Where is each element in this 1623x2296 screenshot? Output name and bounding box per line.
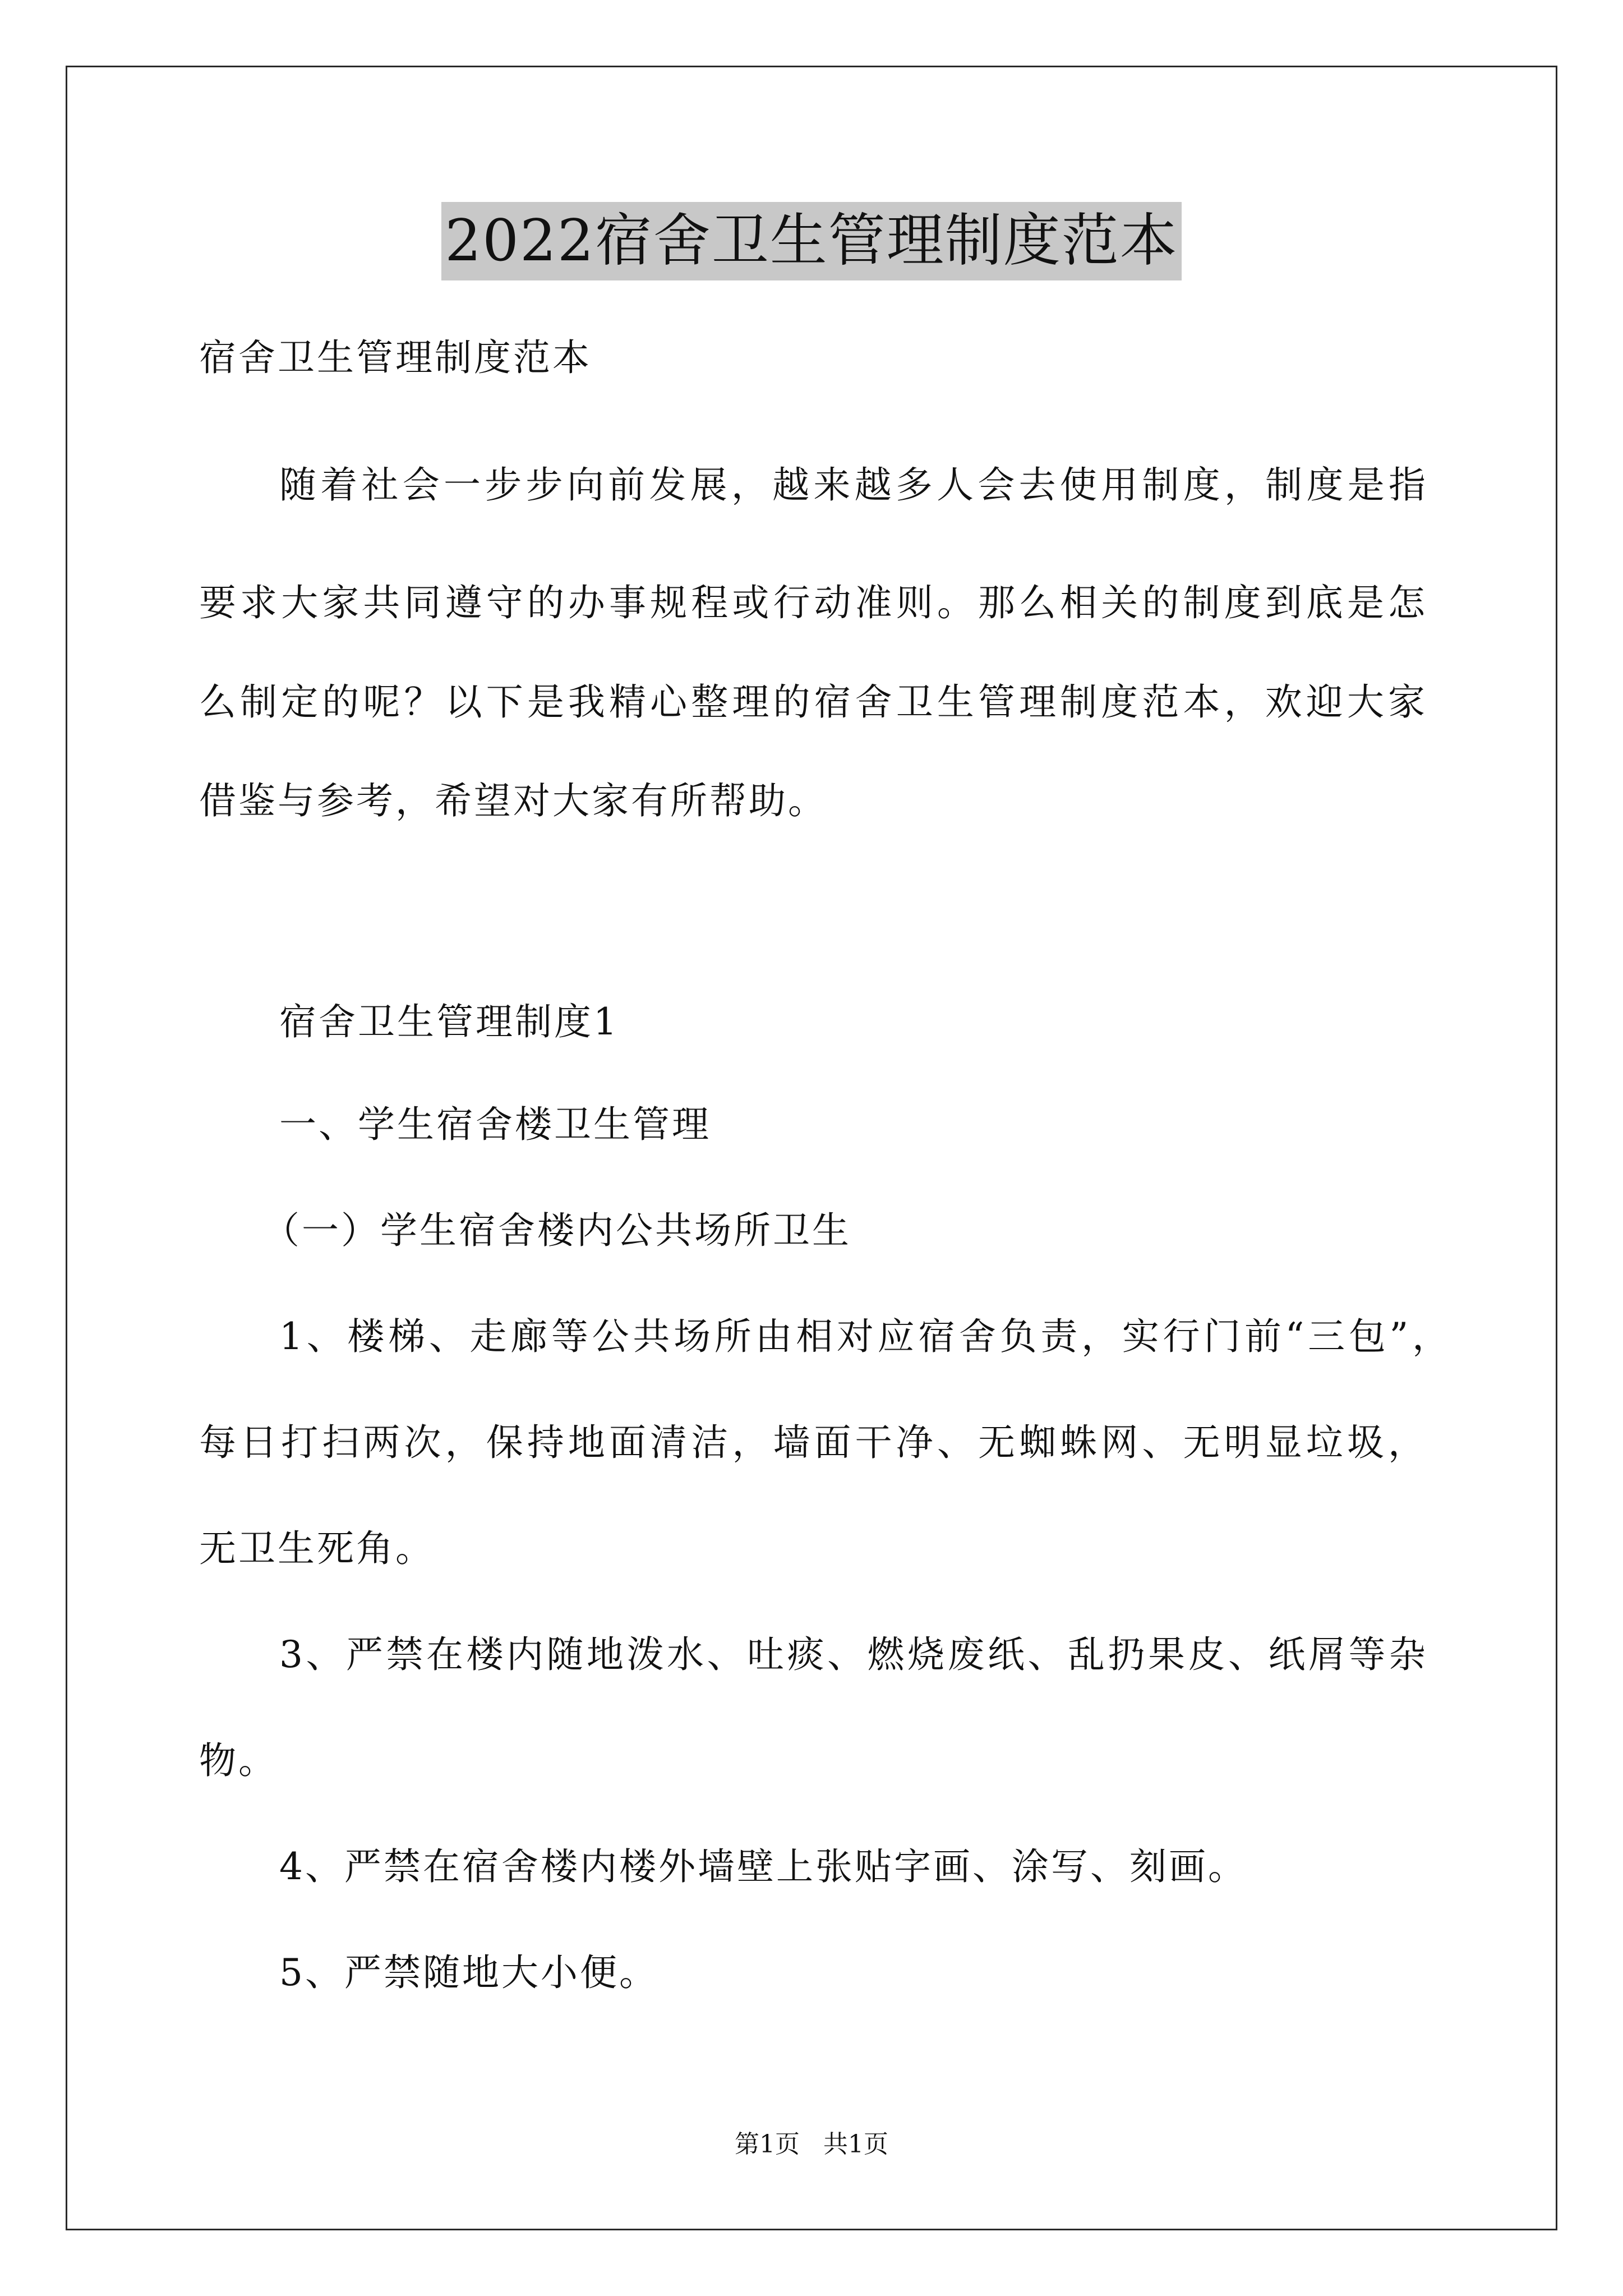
page-footer: 第1页 共1页 (735, 2130, 888, 2159)
rule-4-line: 4、严禁在宿舍楼内楼外墙壁上张贴字画、涂写、刻画。 (279, 1845, 1247, 1888)
rule-1-line-3: 无卫生死角。 (199, 1527, 435, 1570)
rule-1-line-1: 1、楼梯、走廊等公共场所由相对应宿舍负责，实行门前“三包”， (279, 1315, 1451, 1358)
rule-3-line-1: 3、严禁在楼内随地泼水、吐痰、燃烧废纸、乱扔果皮、纸屑等杂 (279, 1633, 1428, 1676)
subpart-heading: （一）学生宿舍楼内公共场所卫生 (262, 1209, 851, 1252)
rule-1-line-2: 每日打扫两次，保持地面清洁，墙面干净、无蜘蛛网、无明显垃圾， (199, 1421, 1427, 1464)
part-heading: 一、学生宿舍楼卫生管理 (279, 1103, 711, 1146)
section-heading: 宿舍卫生管理制度1 (279, 1000, 619, 1043)
intro-line-3: 么制定的呢？以下是我精心整理的宿舍卫生管理制度范本，欢迎大家 (199, 680, 1427, 724)
subtitle-line: 宿舍卫生管理制度范本 (199, 336, 592, 379)
rule-3-line-2: 物。 (199, 1739, 278, 1782)
intro-line-2: 要求大家共同遵守的办事规程或行动准则。那么相关的制度到底是怎 (199, 581, 1427, 624)
intro-line-1: 随着社会一步步向前发展，越来越多人会去使用制度，制度是指 (279, 463, 1428, 507)
rule-5-line: 5、严禁随地大小便。 (279, 1951, 658, 1994)
title-wrapper (0, 202, 1623, 280)
intro-line-4: 借鉴与参考，希望对大家有所帮助。 (199, 779, 827, 822)
document-title: 2022宿舍卫生管理制度范本 (441, 202, 1182, 280)
